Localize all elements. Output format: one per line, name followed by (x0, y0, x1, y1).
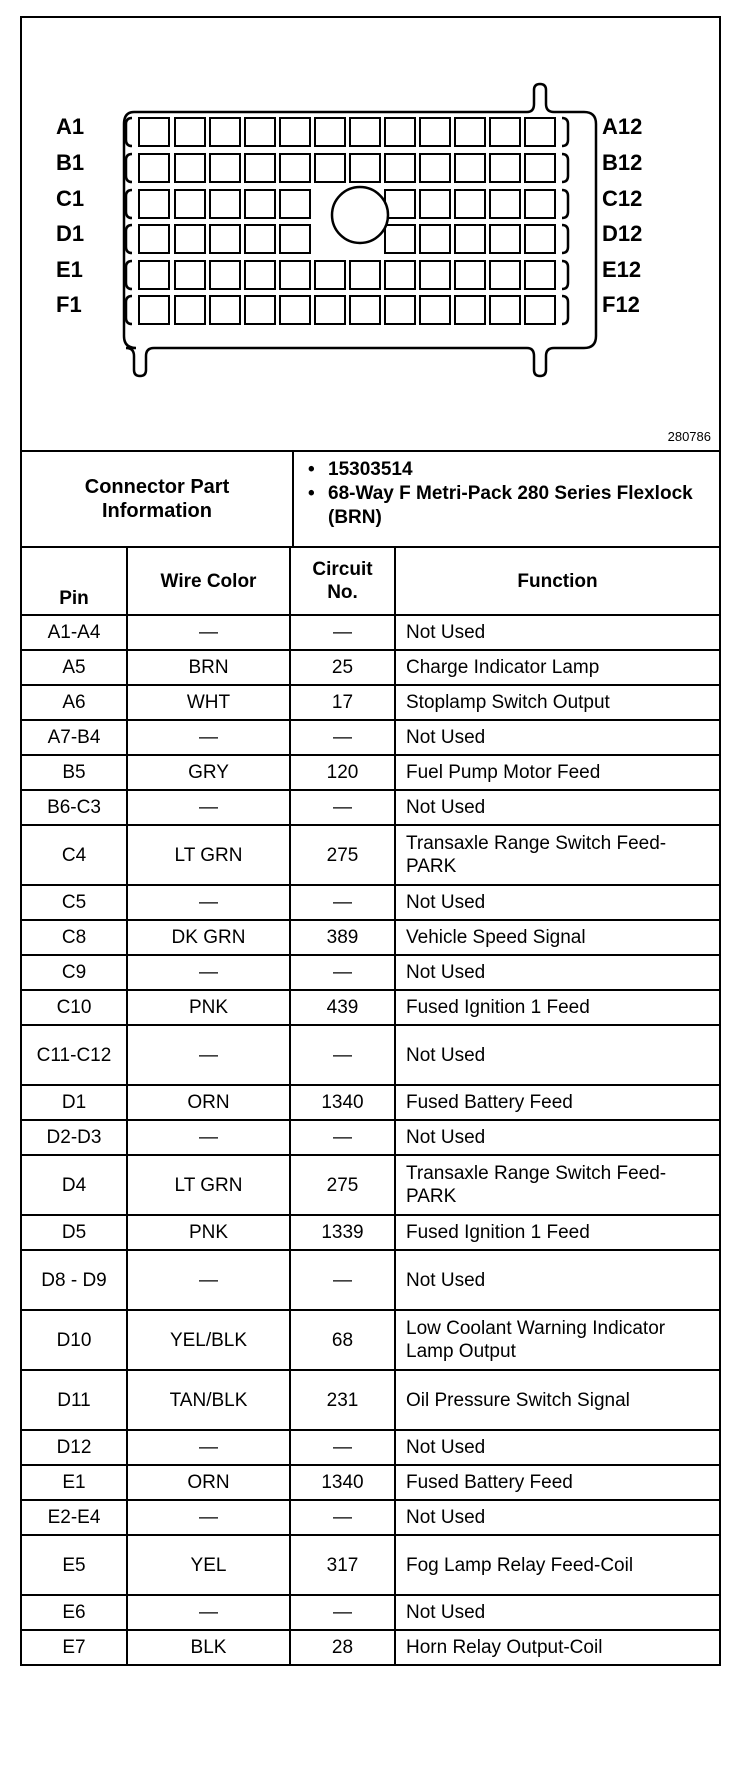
connector-part-info (22, 452, 719, 548)
pin-cavity (210, 296, 240, 324)
pin-cavity (420, 190, 450, 218)
pin-cavity (455, 190, 485, 218)
wire-color-cell: — (127, 1430, 290, 1465)
pin-cavity (245, 118, 275, 146)
function-cell: Horn Relay Output-Coil (395, 1630, 719, 1664)
pin-cell: E1 (22, 1465, 127, 1500)
pin-cell: B6-C3 (22, 790, 127, 825)
header-function: Function (395, 548, 719, 615)
table-row (22, 1500, 719, 1535)
connector-diagram (22, 18, 719, 452)
function-cell: Not Used (395, 885, 719, 920)
table-row (22, 920, 719, 955)
function-cell: Oil Pressure Switch Signal (395, 1370, 719, 1430)
pin-cell: A6 (22, 685, 127, 720)
row-bracket (126, 261, 132, 289)
circuit-no-cell: — (290, 955, 395, 990)
pin-cavity (139, 296, 169, 324)
function-cell: Fused Ignition 1 Feed (395, 990, 719, 1025)
function-cell: Not Used (395, 1430, 719, 1465)
circuit-no-cell: 120 (290, 755, 395, 790)
wire-color-cell: — (127, 1025, 290, 1085)
drawing-id: 280786 (667, 429, 711, 444)
pin-cavity (139, 118, 169, 146)
circuit-no-cell: 275 (290, 825, 395, 885)
pin-cell: C10 (22, 990, 127, 1025)
pin-cavity (490, 154, 520, 182)
pin-cavity (420, 154, 450, 182)
circuit-no-cell: — (290, 1500, 395, 1535)
pin-cell: A7-B4 (22, 720, 127, 755)
pin-cell: D4 (22, 1155, 127, 1215)
table-row (22, 755, 719, 790)
pin-cavity (280, 190, 310, 218)
pin-cavity (139, 261, 169, 289)
wire-color-cell: PNK (127, 1215, 290, 1250)
row-bracket (562, 190, 568, 218)
circuit-no-cell: 28 (290, 1630, 395, 1664)
row-bracket (126, 225, 132, 253)
table-row (22, 720, 719, 755)
row-bracket (126, 190, 132, 218)
function-cell: Not Used (395, 720, 719, 755)
table-row (22, 825, 719, 885)
circuit-no-cell: 317 (290, 1535, 395, 1595)
pin-cell: C5 (22, 885, 127, 920)
pin-cavity (490, 296, 520, 324)
pin-cell: D5 (22, 1215, 127, 1250)
pin-cavity (350, 261, 380, 289)
pin-cell: D11 (22, 1370, 127, 1430)
pin-cavity (455, 225, 485, 253)
pin-cavity (139, 190, 169, 218)
wire-color-cell: ORN (127, 1465, 290, 1500)
pin-cavity (420, 261, 450, 289)
pin-cavity (175, 261, 205, 289)
wire-color-cell: YEL (127, 1535, 290, 1595)
connector-info-title: Connector Part Information (22, 452, 294, 546)
pin-cell: D12 (22, 1430, 127, 1465)
circuit-no-cell: — (290, 790, 395, 825)
wire-color-cell: — (127, 1120, 290, 1155)
wire-color-cell: WHT (127, 685, 290, 720)
table-row (22, 955, 719, 990)
table-row (22, 685, 719, 720)
pin-cavity (245, 225, 275, 253)
row-label-b12: B12 (602, 150, 643, 175)
table-row (22, 1155, 719, 1215)
pin-cell: D2-D3 (22, 1120, 127, 1155)
pin-cavity (385, 118, 415, 146)
pin-cavity (385, 261, 415, 289)
function-cell: Low Coolant Warning Indicator Lamp Output (395, 1310, 719, 1370)
pin-cell: E5 (22, 1535, 127, 1595)
pin-cell: A1-A4 (22, 615, 127, 650)
wire-color-cell: — (127, 790, 290, 825)
circuit-no-cell: — (290, 720, 395, 755)
connector-info-list (294, 452, 719, 546)
header-circuit-no: Circuit No. (290, 548, 395, 615)
wire-color-cell: — (127, 885, 290, 920)
row-bracket (126, 118, 132, 146)
table-row (22, 1215, 719, 1250)
function-cell: Fuel Pump Motor Feed (395, 755, 719, 790)
function-cell: Not Used (395, 955, 719, 990)
table-row (22, 650, 719, 685)
circuit-no-cell: 231 (290, 1370, 395, 1430)
pin-cavity (525, 261, 555, 289)
table-row (22, 615, 719, 650)
function-cell: Fused Battery Feed (395, 1465, 719, 1500)
pin-cell: C4 (22, 825, 127, 885)
table-row (22, 790, 719, 825)
pin-cell: E6 (22, 1595, 127, 1630)
pin-cavity (210, 154, 240, 182)
pin-cavity (525, 296, 555, 324)
circuit-no-cell: — (290, 885, 395, 920)
pin-cavity (350, 296, 380, 324)
pin-cavity (490, 190, 520, 218)
table-row (22, 1025, 719, 1085)
wire-color-cell: ORN (127, 1085, 290, 1120)
pin-cell: E7 (22, 1630, 127, 1664)
row-label-d1: D1 (56, 221, 85, 246)
pin-cavity (490, 261, 520, 289)
pin-cavity (315, 261, 345, 289)
pin-cavity (385, 225, 415, 253)
pin-cavity (350, 154, 380, 182)
row-label-e1: E1 (56, 257, 83, 282)
pin-cavity (385, 190, 415, 218)
function-cell: Not Used (395, 1025, 719, 1085)
function-cell: Not Used (395, 1250, 719, 1310)
wire-color-cell: YEL/BLK (127, 1310, 290, 1370)
pin-cavity (385, 296, 415, 324)
pin-cavity (175, 154, 205, 182)
pin-cell: E2-E4 (22, 1500, 127, 1535)
keying-feature-circle (332, 187, 388, 243)
wire-color-cell: BLK (127, 1630, 290, 1664)
function-cell: Not Used (395, 1500, 719, 1535)
row-label-d12: D12 (602, 221, 643, 246)
row-bracket (562, 296, 568, 324)
wire-color-cell: DK GRN (127, 920, 290, 955)
row-bracket (562, 118, 568, 146)
pin-cavity (280, 296, 310, 324)
pin-cavity (490, 225, 520, 253)
table-row (22, 1120, 719, 1155)
pin-cavity (175, 118, 205, 146)
pin-cavity (420, 118, 450, 146)
row-bracket (562, 154, 568, 182)
wire-color-cell: PNK (127, 990, 290, 1025)
pin-cavity (280, 118, 310, 146)
pin-cell: A5 (22, 650, 127, 685)
wire-color-cell: TAN/BLK (127, 1370, 290, 1430)
pin-cavity (210, 261, 240, 289)
row-bracket (126, 296, 132, 324)
pin-cavity (280, 154, 310, 182)
pin-cavity (245, 190, 275, 218)
pin-cavity (455, 154, 485, 182)
header-pin: Pin (22, 548, 127, 615)
pin-cell: D1 (22, 1085, 127, 1120)
wire-color-cell: — (127, 955, 290, 990)
circuit-no-cell: 68 (290, 1310, 395, 1370)
pin-cell: D8 - D9 (22, 1250, 127, 1310)
pin-cavity (175, 225, 205, 253)
pin-cavity (525, 154, 555, 182)
table-row (22, 1310, 719, 1370)
row-label-b1: B1 (56, 150, 85, 175)
pin-cavity (210, 225, 240, 253)
circuit-no-cell: 439 (290, 990, 395, 1025)
pin-cell: D10 (22, 1310, 127, 1370)
function-cell: Fused Ignition 1 Feed (395, 1215, 719, 1250)
circuit-no-cell: 1340 (290, 1465, 395, 1500)
circuit-no-cell: — (290, 1595, 395, 1630)
row-label-c1: C1 (56, 186, 85, 211)
table-row (22, 1085, 719, 1120)
table-row (22, 885, 719, 920)
bullet-icon: • (308, 459, 315, 480)
bullet-icon: • (308, 483, 315, 504)
pin-cavity (315, 154, 345, 182)
pin-cavity (139, 154, 169, 182)
pin-cavity (490, 118, 520, 146)
table-row (22, 1370, 719, 1430)
function-cell: Stoplamp Switch Output (395, 685, 719, 720)
pin-cell: C11-C12 (22, 1025, 127, 1085)
pin-cell: C9 (22, 955, 127, 990)
pin-cavity (455, 296, 485, 324)
circuit-no-cell: — (290, 1250, 395, 1310)
pin-cavity (525, 118, 555, 146)
function-cell: Charge Indicator Lamp (395, 650, 719, 685)
function-cell: Not Used (395, 790, 719, 825)
wire-color-cell: — (127, 1500, 290, 1535)
table-header-row (22, 548, 719, 615)
table-row (22, 1430, 719, 1465)
table-row (22, 1535, 719, 1595)
function-cell: Transaxle Range Switch Feed-PARK (395, 1155, 719, 1215)
wire-color-cell: LT GRN (127, 1155, 290, 1215)
pin-cavity (175, 190, 205, 218)
pin-cell: B5 (22, 755, 127, 790)
function-cell: Transaxle Range Switch Feed-PARK (395, 825, 719, 885)
circuit-no-cell: — (290, 1025, 395, 1085)
pin-cavity (315, 118, 345, 146)
pin-cavity (315, 296, 345, 324)
pin-cavity (210, 190, 240, 218)
circuit-no-cell: 1339 (290, 1215, 395, 1250)
connector-type-item: • 68-Way F Metri-Pack 280 Series Flexlock (BRN) (308, 483, 693, 528)
circuit-no-cell: 275 (290, 1155, 395, 1215)
circuit-no-cell: — (290, 1430, 395, 1465)
circuit-no-cell: 389 (290, 920, 395, 955)
pin-cavity (455, 261, 485, 289)
row-label-e12: E12 (602, 257, 642, 282)
table-row (22, 1595, 719, 1630)
connector-sheet (20, 16, 721, 1666)
wire-color-cell: BRN (127, 650, 290, 685)
wire-color-cell: — (127, 720, 290, 755)
wire-color-cell: GRY (127, 755, 290, 790)
pin-cavity (175, 296, 205, 324)
table-row (22, 990, 719, 1025)
circuit-no-cell: — (290, 615, 395, 650)
table-row (22, 1630, 719, 1664)
pin-cavity (139, 225, 169, 253)
pin-cell: C8 (22, 920, 127, 955)
row-label-f1: F1 (56, 292, 82, 317)
function-cell: Fog Lamp Relay Feed-Coil (395, 1535, 719, 1595)
pin-cavity (245, 261, 275, 289)
pinout-table (22, 548, 719, 1664)
circuit-no-cell: 17 (290, 685, 395, 720)
circuit-no-cell: — (290, 1120, 395, 1155)
table-row (22, 1250, 719, 1310)
part-number-item: • 15303514 (308, 459, 413, 480)
pin-cavity (210, 118, 240, 146)
pin-cavity (385, 154, 415, 182)
circuit-no-cell: 25 (290, 650, 395, 685)
pin-cavity (245, 154, 275, 182)
pin-cavity (350, 118, 380, 146)
function-cell: Vehicle Speed Signal (395, 920, 719, 955)
pin-cavity (420, 225, 450, 253)
row-bracket (562, 225, 568, 253)
circuit-no-cell: 1340 (290, 1085, 395, 1120)
pin-cavity (280, 261, 310, 289)
function-cell: Not Used (395, 1120, 719, 1155)
function-cell: Fused Battery Feed (395, 1085, 719, 1120)
row-bracket (126, 154, 132, 182)
row-label-a1: A1 (56, 114, 85, 139)
function-cell: Not Used (395, 1595, 719, 1630)
wire-color-cell: — (127, 615, 290, 650)
pin-cavity (245, 296, 275, 324)
pin-cavity (525, 225, 555, 253)
wire-color-cell: LT GRN (127, 825, 290, 885)
pin-cavity (525, 190, 555, 218)
row-bracket (562, 261, 568, 289)
header-wire-color: Wire Color (127, 548, 290, 615)
wire-color-cell: — (127, 1595, 290, 1630)
row-label-c12: C12 (602, 186, 643, 211)
wire-color-cell: — (127, 1250, 290, 1310)
pin-cavity (280, 225, 310, 253)
row-label-a12: A12 (602, 114, 643, 139)
pin-cavity (420, 296, 450, 324)
function-cell: Not Used (395, 615, 719, 650)
table-row (22, 1465, 719, 1500)
pin-cavity (455, 118, 485, 146)
row-label-f12: F12 (602, 292, 640, 317)
